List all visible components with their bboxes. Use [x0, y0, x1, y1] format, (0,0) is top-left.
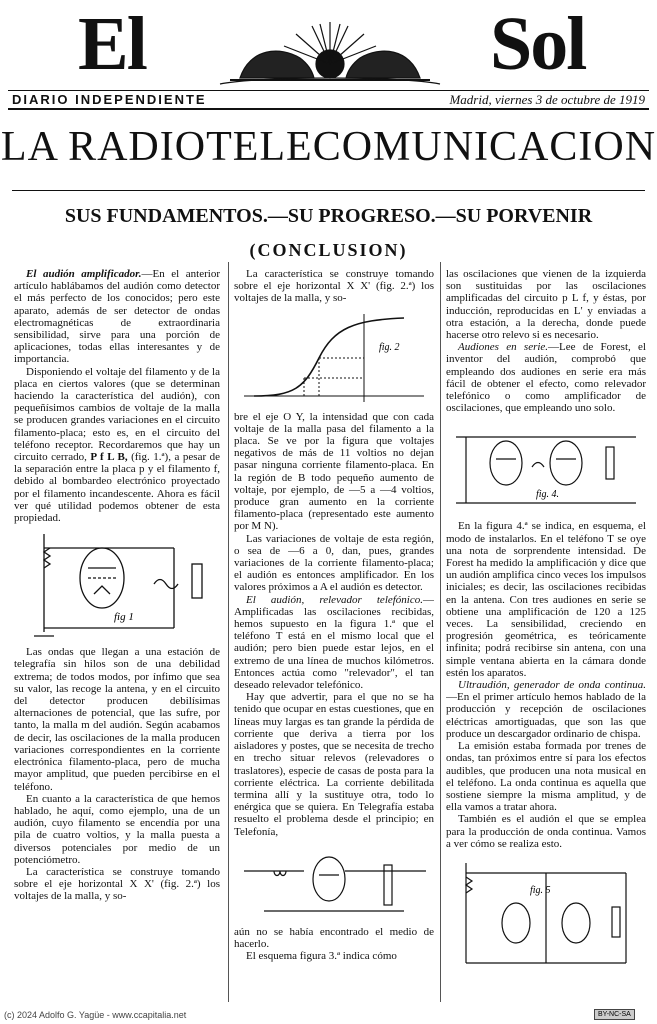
paragraph: El esquema figura 3.ª indica cómo	[246, 950, 397, 963]
paragraph: bre el eje O Y, la intensidad que con cada voltaje de la malla pasa del filamento a la placa. Se ve por la figura que voltajes negativos de más de 11 voltios no dejan pasar ninguna corriente filamento-placa. En la región de B todo pequeño aumento de voltaje, por ejemplo, de —5 a —4 voltios, produce gran aumento en la corriente filamento-placa (representado este aumento por M N).	[234, 410, 434, 533]
headline-rule	[12, 190, 645, 191]
section-lead: El audión amplificador.	[26, 268, 142, 280]
characteristic-curve-icon	[234, 308, 434, 408]
section-lead: El audión, relevador telefónico.	[246, 593, 423, 606]
paragraph: Las ondas que llegan a una estación de telegrafía sin hilos son de una debilidad extrema; de todos modos, por ínfimo que sea su valor, las recoge la antena, y en el circuito del detector producen debilísimas alternaciones de potencial, que las sufre, por tanto, la malla m del audión. Según acabamos de decir, las oscilaciones de la malla producen variaciones correspondientes en la corriente electrónica filamento-placa, pero de mucha mayor amplitud, que pueden percibirse en el teléfono.	[14, 646, 220, 793]
dateline: Madrid, viernes 3 de octubre de 1919	[449, 92, 645, 107]
relay-circuit-icon	[234, 841, 434, 923]
figure-3	[234, 841, 434, 923]
paragraph: —En el anterior artículo hablábamos del audión como detector el más perfecto de los conocidos; pero este aparato, además de ser detector de ondas electromagnéticas de extraordinaria sensibilidad, sirve para una porción de aplicaciones, todas ellas interesantes y de importancia.	[14, 268, 220, 366]
paragraph: En cuanto a la característica de que hemos hablado, he aquí, como ejemplo, una de un audión, cuyo filamento se encendía por una pila de cuatro voltios, y la malla puesta a diversos potenciales por medio de un potenciómetro.	[14, 792, 220, 866]
masthead-subbar	[8, 90, 649, 110]
paragraph: La emisión estaba formada por trenes de ondas, tan próximos entre sí para los efectos audibles, que producen una nota musical en el teléfono. La onda continua es aquella que sostiene siempre la misma amplitud, y de ella vamos a tratar ahora.	[446, 740, 646, 814]
paragraph: La característica se construye tomando sobre el eje horizontal X X' (fig. 2.ª) los voltajes de la malla, y so-	[14, 865, 220, 903]
sun-lion-emblem-icon	[200, 18, 460, 88]
headline: LA RADIOTELECOMUNICACION	[0, 124, 657, 170]
column-1	[14, 268, 220, 998]
license-badge: BY-NC-SA	[594, 1009, 635, 1020]
paragraph: Hay que advertir, para el que no se ha tenido que ocupar en estas cuestiones, que en líneas muy largas es tan grande la pérdida de corriente que deriva a tierra por los aisladores y postes, que se necesita de trecho en trecho situar relevos (relevadores o traslatores), especie de casas de posta para la corriente eléctrica. La corriente debilitada termina allí y la sustituye otra, todo lo enérgica que se quiera. En Telegrafía estaba resuelto el problema desde el principio; en Telefonía,	[234, 691, 434, 838]
paragraph: (fig. 1.ª), a pesar de la separación entre la placa p y el filamento f, debido al bombardeo electrónico proyectado por el filamento incandescente. Ahora es fácil ver qué utilidad podemos obtener de esta propiedad.	[14, 451, 220, 525]
paragraph: Disponiendo el voltaje del filamento y de la placa en ciertos valores (que se determinan haciendo la característica del audión), con pequeñísimos cambios de voltaje de la malla se producen grandes variaciones en el circuito filamento-placa; esto es, en el circuito del teléfono receptor. Recordaremos que hay un circuito cerrado,	[14, 365, 220, 464]
figure-5	[446, 853, 646, 973]
copyright-credit: (c) 2024 Adolfo G. Yagüe - www.ccapitalia.net	[4, 1010, 187, 1020]
column-rule	[228, 262, 229, 1002]
fig1-label: fig 1	[114, 611, 134, 624]
figure-2	[234, 308, 434, 408]
paragraph: las oscilaciones que vienen de la izquierda son sustituidas por las oscilaciones amplificadas del circuito p L f, y éstas, por inducción, reproducidas en L' y enviadas a otra estación, a la derecha, donde puede hacerse otro relevo si es necesario.	[446, 268, 646, 342]
tagline: DIARIO INDEPENDIENTE	[12, 92, 207, 107]
column-3	[446, 268, 646, 998]
continuous-wave-circuit-icon	[446, 853, 646, 973]
figure-4	[446, 417, 646, 517]
paragraph: La característica se construye tomando sobre el eje horizontal X X' (fig. 2.ª) los voltajes de la malla, y so-	[234, 268, 434, 305]
fig2-label: fig. 2	[379, 341, 400, 353]
fig5-label: fig. 5	[530, 884, 551, 896]
conclusion-label: (CONCLUSION)	[249, 240, 408, 260]
logo-el: El	[78, 2, 146, 86]
figure-1	[14, 528, 220, 642]
column-2	[234, 268, 434, 998]
section-lead: Audiones en serie.	[458, 341, 549, 354]
fig4-label: fig. 4.	[536, 489, 560, 501]
paragraph: También es el audión el que se emplea para la producción de onda continua. Vamos a ver cómo se realiza esto.	[446, 813, 646, 850]
subhead: SUS FUNDAMENTOS.—SU PROGRESO.—SU PORVENIR	[64, 205, 593, 227]
paragraph: aún no se había encontrado el medio de hacerlo.	[234, 925, 434, 950]
paragraph: En la figura 4.ª se indica, en esquema, el modo de instalarlos. En el teléfono T se oye una nota de sorprendente intensidad. De Forest ha medido la amplificación y dice que un audión amplifica cinco veces los impulsos iniciales; es decir, las oscilaciones recibidas en la antena. Con tres audiones en serie se obtiene una amplificación de 120 a 125 veces. La sensibilidad, creciendo en progresión geométrica, es teóricamente infinita; podrá recibirse sin antena, con una simple ventana abierta en la cámara donde estén los aparatos.	[446, 520, 646, 679]
circuit-label: P f L B,	[90, 451, 128, 464]
paragraph: —Amplificadas las oscilaciones recibidas, hemos supuesto en la figura 1.ª que el teléfono T está en el mismo local que el audión; pero bien puede estar lejos, en el extremo de una línea de muchos kilómetros. Entonces actúa como "relevador", el tan deseado relevador telefónico.	[234, 593, 434, 692]
paragraph: Las variaciones de voltaje de esta región, o sea de —6 a 0, dan, pues, grandes variaciones de la corriente filamento-placa; el audión es entonces amplificador. En los valores próximos a A el audión es detector.	[234, 532, 434, 594]
circuit-diagram-icon	[14, 528, 220, 642]
column-rule	[440, 262, 441, 1002]
logo-sol: Sol	[490, 2, 586, 86]
section-lead: Ultraudión, generador de onda continua.	[458, 679, 646, 692]
paragraph: —En el primer artículo hemos hablado de la producción y recepción de oscilaciones eléctricas amortiguadas, que son las que produce un descargador ordinario de chispa.	[446, 691, 646, 740]
paragraph: —Lee de Forest, el inventor del audión, comprobó que empleando dos audiones en serie era más fácil de obtener el efecto, como relevador telefónico o como amplificador de oscilaciones, que empleando uno solo.	[446, 341, 646, 415]
masthead	[0, 0, 657, 92]
series-audion-circuit-icon	[446, 417, 646, 517]
